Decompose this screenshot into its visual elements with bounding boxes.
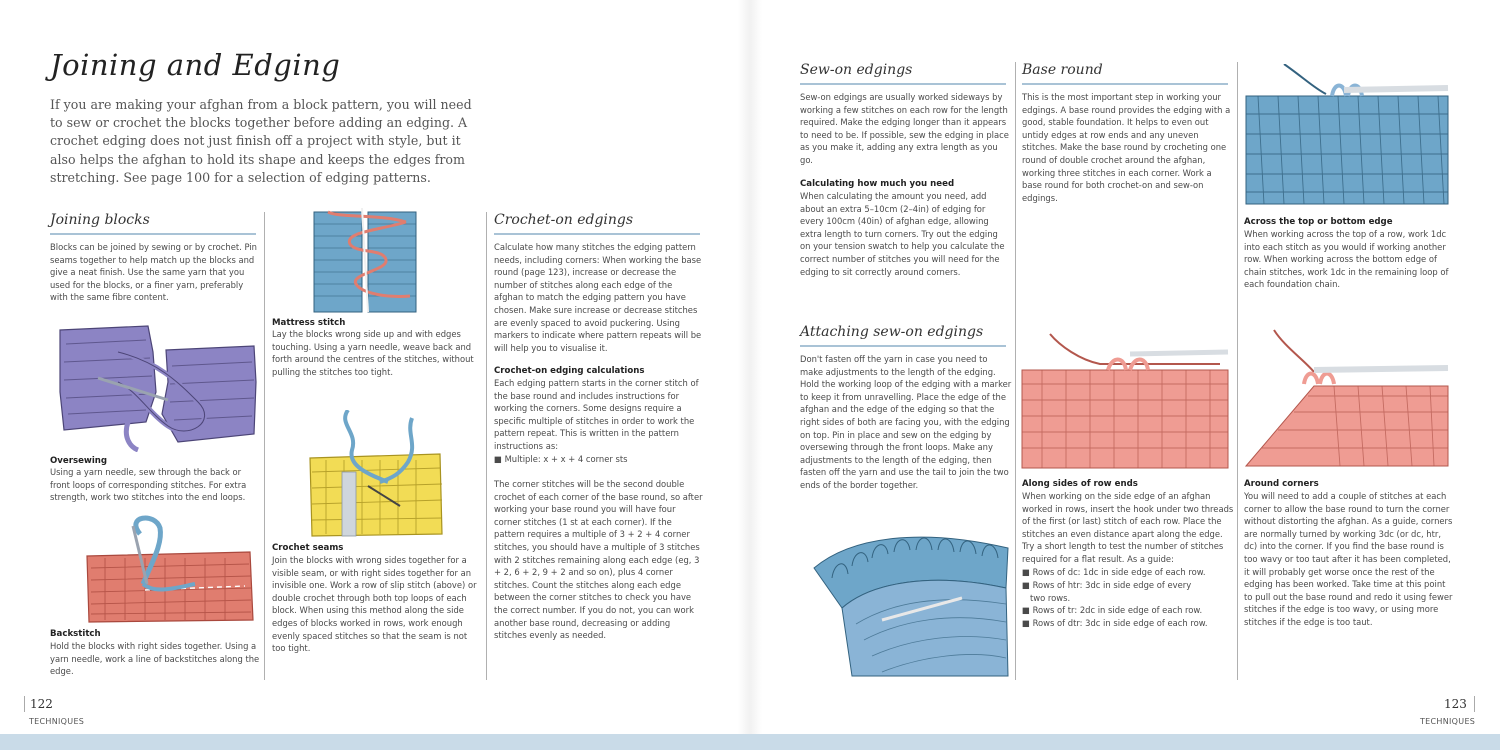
along-sides-illustration [1020,330,1230,470]
across-top-illustration [1244,64,1450,206]
crochet-on-text: Calculate how many stitches the edging pattern needs, including corners: When working the base round (page 123), increase or decrease the number of stitches along each edge of the afghan to match the edging pattern you have chosen. Make sure increase or decrease stitches are evenly spaced to avoid puckering. Using markers to indicate where pattern repeats will be will help you to visualise it. [494,242,702,353]
attaching-sew-on-heading: Attaching sew-on edgings [800,324,984,340]
page-number-right: 123 [1444,697,1467,711]
crochet-seams-illustration [308,410,448,540]
footer-section-right: TECHNIQUES [1420,717,1476,726]
around-corners-title: Around corners [1244,479,1319,489]
joining-blocks-heading: Joining blocks [50,212,150,228]
heading-rule [494,233,700,235]
calculating-text: When calculating the amount you need, add about an extra 5–10cm (2–4in) of edging for every 100cm (40in) of afghan edge, allowing extra length to turn corners. Try out the edging on your tension swatch to help you calculate the correct number of stitches you will need for the edging to sit correctly around corners. [800,191,1005,277]
calculating-title: Calculating how much you need [800,179,955,189]
heading-rule [1022,83,1228,85]
rows-dtr-item: ■ Rows of dtr: 3dc in side edge of each row. [1022,618,1208,628]
across-top-title: Across the top or bottom edge [1244,217,1393,227]
mattress-stitch-text: Lay the blocks wrong side up and with edges touching. Using a yarn needle, weave back and forth around the centres of the stitches, without pulling the stitches too tight. [272,329,474,377]
page-number-tick [24,696,25,712]
rows-dc-item: ■ Rows of dc: 1dc in side edge of each row. [1022,567,1206,577]
crochet-on-edgings-heading: Crochet-on edgings [494,212,634,228]
oversewing-title: Oversewing [50,456,108,466]
backstitch-title: Backstitch [50,629,101,639]
heading-rule [800,83,1006,85]
heading-rule [50,233,256,235]
column-divider [1237,62,1238,680]
along-sides-text: When working on the side edge of an afghan worked in rows, insert the hook under two threads of the first (or last) stitch of each row. Place the stitches an even distance apart along the edge. Try a short length to test the number of stitches required for a flat result. As a guide: [1022,491,1234,564]
joining-blocks-text: Blocks can be joined by sewing or by crochet. Pin seams together to help match up the blocks and give a neat finish. Use the same yarn that you used for the blocks, or a finer yarn, preferably with the same fibre content. [50,242,257,303]
multiple-formula: ■ Multiple: x + x + 4 corner sts [494,454,628,464]
column-divider [486,212,487,680]
intro-paragraph: If you are making your afghan from a block pattern, you will need to sew or crochet the blocks together before adding an edging. A crochet edging does not just finish off a project with style, but it also helps the afghan to hold its shape and keeps the edges from stretching. See page 100 for a selection of edging patterns. [50,97,472,185]
mattress-stitch-illustration [310,208,420,318]
bottom-bar [0,734,1500,750]
base-round-heading: Base round [1022,62,1103,78]
base-round-text: This is the most important step in working your edgings. A base round provides the edging with a good, stable foundation. It helps to even out untidy edges at row ends and any uneven stitches. Make the base round by crocheting one round of double crochet around the afghan, working three stitches in each corner. Work a base round for both crochet-on and sew-on edgings. [1022,92,1231,203]
rows-tr-item: ■ Rows of tr: 2dc in side edge of each row. [1022,605,1203,615]
crochet-seams-title: Crochet seams [272,543,344,553]
across-top-text: When working across the top of a row, work 1dc into each stitch as you would if working another row. When working across the bottom edge of chain stitches, work 1dc in the remaining loop of each foundation chain. [1244,229,1449,290]
footer-section-left: TECHNIQUES [29,717,85,726]
around-corners-text: You will need to add a couple of stitches at each corner to allow the base round to turn the corner without distorting the afghan. As a guide, corners are normally turned by working 3dc (or dc, htr, dc) into the corner. If you find the base round is too wavy or too taut after it has been completed, it will probably get worse once the rest of the edging has been worked. Take time at this point to pull out the base round and redo it using fewer stitches if the edge is too wavy, or using more stitches if the edge is too taut. [1244,491,1453,627]
page-number-left: 122 [30,697,53,711]
crochet-on-calc-text: Each edging pattern starts in the corner stitch of the base round and includes instructions for working the corners. Some designs require a specific multiple of stitches in order to work the pattern repeat. This is written in the pattern instructions as: [494,378,699,451]
rows-htr-item: ■ Rows of htr: 3dc in side edge of every [1022,580,1192,590]
along-sides-title: Along sides of row ends [1022,479,1138,489]
backstitch-text: Hold the blocks with right sides together. Using a yarn needle, work a line of backstitches along the edge. [50,641,260,677]
heading-rule [800,345,1006,347]
sew-on-text: Sew-on edgings are usually worked sideways by working a few stitches on each row for the length required. Make the edging longer than it appears to need to be. If possible, sew the edging in place as you make it, adding any extra length as you go. [800,92,1009,165]
around-corners-illustration [1244,326,1450,468]
column-divider [1015,62,1016,680]
attaching-edging-illustration [812,528,1012,678]
page-title: Joining and Edging [50,48,341,82]
page-number-tick [1474,696,1475,712]
column-divider [264,212,265,680]
sew-on-edgings-heading: Sew-on edgings [800,62,913,78]
crochet-on-calc-text-2: The corner stitches will be the second double crochet of each corner of the base round, so after working your base round you will have four corner stitches (1 st at each corner). If the pattern requires a multiple of 3 + 2 + 4 corner stitches, you should have a multiple of 3 stitches with 2 stitches remaining along each edge (eg, 3 + 2, 6 + 2, 9 + 2 and so on), plus 4 corner stitches. Count the stitches along each edge between the corner stitches to check you have the correct number. If you do not, you can work another base round, decreasing or adding stitches evenly as needed. [494,479,703,641]
rows-htr-item-cont: two rows. [1030,593,1071,603]
oversewing-text: Using a yarn needle, sew through the back or front loops of corresponding stitches. For extra strength, work two stitches into the end loops. [50,467,247,503]
crochet-seams-text: Join the blocks with wrong sides together for a visible seam, or with right sides together for an invisible one. Work a row of slip stitch (above) or double crochet through both top loops of each block. When using this method along the side edges of blocks worked in rows, work enough evenly spaced stitches so that the seam is not too tight. [272,555,477,654]
page-gutter [738,0,762,734]
attaching-text: Don't fasten off the yarn in case you need to make adjustments to the length of the edging. Hold the working loop of the edging with a marker to keep it from unravelling. Place the edge of the afghan and the edge of the edging so that the right sides of both are facing you, with the edging on top. Pin in place and sew on the edging by oversewing through the front loops. Make any adjustments to the length of the edging, then fasten off the yarn and use the tail to join the two ends of the border together. [800,354,1012,490]
backstitch-illustration [85,514,255,624]
mattress-stitch-title: Mattress stitch [272,318,346,328]
oversewing-illustration [58,322,258,452]
crochet-on-calc-title: Crochet-on edging calculations [494,366,645,376]
